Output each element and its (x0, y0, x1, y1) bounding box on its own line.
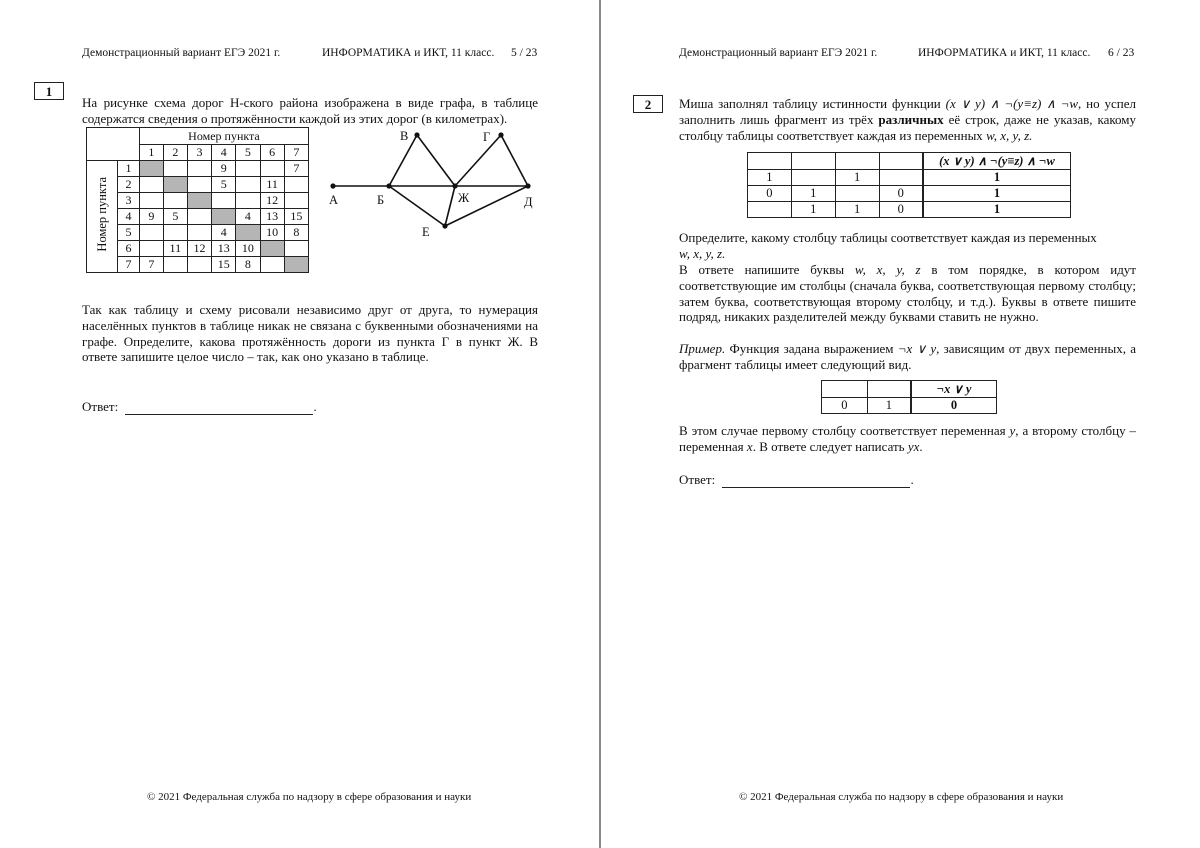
row-header-text: Номер пункта (94, 177, 109, 252)
diagonal-cell (236, 225, 260, 241)
distance-cell (139, 193, 163, 209)
truth-table-row (748, 186, 1071, 202)
distance-cell: 11 (163, 241, 187, 257)
truth-table-row (748, 170, 1071, 186)
question-variables: w, x, y, z. (679, 245, 726, 261)
table-corner (87, 128, 140, 161)
distance-cell (260, 257, 284, 273)
variable-header (748, 153, 792, 170)
variable-header (791, 153, 835, 170)
distance-cell (187, 209, 211, 225)
variable-value: 0 (748, 186, 792, 202)
column-label: 1 (139, 145, 163, 161)
intro-variables: w, x, y, z. (986, 127, 1033, 143)
intro-text-b: , но успел заполнить лишь фрагмент из трёх (679, 96, 1136, 127)
distance-cell (163, 161, 187, 177)
expl-text-b: , а второму столбцу – переменная (679, 423, 1136, 454)
variable-value: 1 (835, 170, 879, 186)
label-e: Е (422, 225, 430, 239)
task2-explanation (679, 423, 1136, 455)
variable-value: 0 (879, 186, 923, 202)
question-text: Определите, какому столбцу таблицы соответствует каждая из переменных (679, 230, 1097, 245)
table-row (87, 177, 309, 193)
label-b: Б (377, 193, 385, 207)
example-row (822, 398, 997, 414)
distance-cell: 7 (139, 257, 163, 273)
distance-cell (187, 225, 211, 241)
instr-variables: w, x, y, z (854, 262, 921, 277)
distance-cell: 8 (236, 257, 260, 273)
header-subject: ИНФОРМАТИКА и ИКТ, 11 класс. (322, 47, 495, 59)
diagonal-cell (212, 209, 236, 225)
variable-value: 0 (879, 202, 923, 218)
instr-text-b: в том порядке, в котором идут соответствующие им столбцы (сначала буква, соответствующая первому столбцу; затем буква, соответствующая второму столбцу, и т.д.). Буквы в ответе пишите подряд, никаких разделителей между буквами ставить не нужно. (679, 262, 1136, 325)
variable-value (748, 202, 792, 218)
footer-copyright: © 2021 Федеральная служба по надзору в сфере образования и науки (147, 791, 472, 803)
row-label: 2 (118, 177, 140, 193)
column-label: 5 (236, 145, 260, 161)
column-label: 7 (284, 145, 308, 161)
variable-value: 1 (748, 170, 792, 186)
label-zh: Ж (458, 191, 470, 205)
variable-value (835, 186, 879, 202)
footer-copyright: © 2021 Федеральная служба по надзору в сфере образования и науки (739, 791, 1064, 803)
table-row (87, 161, 309, 177)
distance-cell: 11 (260, 177, 284, 193)
expl-var-x: x (746, 438, 753, 454)
table-row (87, 241, 309, 257)
label-v: В (400, 129, 409, 143)
function-header: (x ∨ y) ∧ ¬(y≡z) ∧ ¬w (923, 153, 1071, 170)
distance-cell: 10 (236, 241, 260, 257)
function-value: 1 (923, 170, 1071, 186)
answer-field[interactable] (722, 475, 910, 488)
answer-label: Ответ: (679, 472, 716, 487)
variable-header (879, 153, 923, 170)
variable-value (791, 170, 835, 186)
distance-cell (236, 193, 260, 209)
row-label: 1 (118, 161, 140, 177)
node-d (525, 183, 530, 188)
distance-cell: 12 (260, 193, 284, 209)
answer-label: Ответ: (82, 399, 119, 414)
expl-text-a: В этом случае первому столбцу соответствует переменная (679, 423, 1010, 438)
distance-cell (212, 193, 236, 209)
row-label: 6 (118, 241, 140, 257)
task-number-box: 1 (34, 82, 64, 100)
diagonal-cell (284, 257, 308, 273)
node-a (330, 183, 335, 188)
distance-cell: 8 (284, 225, 308, 241)
distance-cell (139, 225, 163, 241)
header-page-number: 6 / 23 (1108, 47, 1135, 59)
expl-var-y: y (1009, 423, 1016, 438)
table-row (87, 209, 309, 225)
header-subject: ИНФОРМАТИКА и ИКТ, 11 класс. (918, 47, 1091, 59)
header-title: Демонстрационный вариант ЕГЭ 2021 г. (82, 47, 281, 59)
table-column-header: Номер пункта (139, 128, 308, 145)
distance-cell (163, 225, 187, 241)
diagonal-cell (163, 177, 187, 193)
node-v (414, 132, 419, 137)
edge-b-e (389, 186, 445, 226)
distance-cell (284, 193, 308, 209)
row-label: 3 (118, 193, 140, 209)
task1-answer: Ответ: . (82, 399, 317, 414)
row-label: 7 (118, 257, 140, 273)
task1-intro: На рисунке схема дорог Н-ского района изображена в виде графа, в таблице содержатся сведения о протяжённости каждой из этих дорог (в километрах). (82, 95, 538, 126)
task2-question (679, 230, 1136, 262)
distance-cell (187, 177, 211, 193)
expl-answer-yx: yx (907, 438, 920, 454)
diagonal-cell (139, 161, 163, 177)
distance-cell: 13 (212, 241, 236, 257)
variable-value (879, 170, 923, 186)
distance-cell (139, 177, 163, 193)
column-label: 2 (163, 145, 187, 161)
distance-cell (187, 161, 211, 177)
diagonal-cell (260, 241, 284, 257)
road-graph (325, 122, 540, 242)
edge-g-d (501, 135, 528, 186)
distance-cell: 15 (284, 209, 308, 225)
expl-text-d: . (919, 438, 923, 454)
column-label: 3 (187, 145, 211, 161)
distance-cell: 4 (212, 225, 236, 241)
table-row (87, 193, 309, 209)
function-value: 1 (923, 186, 1071, 202)
function-expression: (x ∨ y) ∧ ¬(y≡z) ∧ ¬w (945, 96, 1079, 111)
answer-field[interactable] (125, 402, 313, 415)
example-table (821, 380, 997, 414)
distance-cell (236, 161, 260, 177)
distance-cell: 12 (187, 241, 211, 257)
table-row (87, 257, 309, 273)
node-g (498, 132, 503, 137)
header-page-number: 5 / 23 (511, 47, 538, 59)
truth-table (747, 152, 1071, 218)
example-variable-value: 1 (867, 398, 911, 414)
task1-question: Так как таблицу и схему рисовали независимо друг от друга, то нумерация населённых пунктов в таблице никак не связана с буквенными обозначениями на графе. Определите, какова протяжённость дороги из пункта Г в пункт Ж. В ответе запишите целое число – так, как оно указано в таблице. (82, 302, 538, 365)
example-variable-header (822, 381, 868, 398)
distance-cell (260, 161, 284, 177)
distance-cell (236, 177, 260, 193)
label-g: Г (483, 130, 491, 144)
distance-cell: 10 (260, 225, 284, 241)
label-a: А (329, 193, 339, 207)
task-number-box: 2 (633, 95, 663, 113)
distance-cell: 7 (284, 161, 308, 177)
intro-text-a: Миша заполнял таблицу истинности функции (679, 96, 946, 111)
node-b (386, 183, 391, 188)
distance-cell: 5 (163, 209, 187, 225)
label-d: Д (524, 195, 533, 209)
variable-value: 1 (835, 202, 879, 218)
edge-zh-e (445, 186, 455, 226)
example-variable-header (867, 381, 911, 398)
intro-bold-word: различных (878, 111, 944, 127)
node-e (442, 223, 447, 228)
node-zh (452, 183, 457, 188)
task2-intro (679, 96, 1136, 143)
distance-cell (284, 177, 308, 193)
instr-text-a: В ответе напишите буквы (679, 262, 855, 277)
header-title: Демонстрационный вариант ЕГЭ 2021 г. (679, 47, 878, 59)
example-variable-value: 0 (822, 398, 868, 414)
page-5 (0, 0, 599, 848)
example-text-b: , зависящим от двух переменных, а фрагмент таблицы имеет следующий вид. (679, 341, 1136, 372)
distance-cell (187, 257, 211, 273)
edge-v-zh (417, 135, 455, 186)
example-function-value: 0 (911, 398, 997, 414)
example-function-header: ¬x ∨ y (911, 381, 997, 398)
example-text-a: Функция задана выражением (725, 341, 898, 356)
distance-cell (163, 193, 187, 209)
distance-cell: 15 (212, 257, 236, 273)
task2-answer: Ответ: . (679, 472, 914, 487)
column-label: 4 (212, 145, 236, 161)
distance-cell: 13 (260, 209, 284, 225)
page-6 (601, 0, 1200, 848)
edge-zh-g (455, 135, 501, 186)
variable-value: 1 (791, 186, 835, 202)
row-label: 4 (118, 209, 140, 225)
example-label: Пример. (679, 341, 726, 356)
function-value: 1 (923, 202, 1071, 218)
distance-cell: 4 (236, 209, 260, 225)
distance-cell: 9 (139, 209, 163, 225)
diagonal-cell (187, 193, 211, 209)
truth-table-row (748, 202, 1071, 218)
task2-example (679, 341, 1136, 373)
variable-header (835, 153, 879, 170)
distance-cell (163, 257, 187, 273)
distance-cell (284, 241, 308, 257)
column-label: 6 (260, 145, 284, 161)
intro-text-c: её строк, даже не указав, какому столбцу таблицы соответствует каждая из переменных (679, 111, 1136, 143)
distance-cell (139, 241, 163, 257)
distance-cell: 9 (212, 161, 236, 177)
table-row (87, 225, 309, 241)
distance-table (86, 127, 309, 273)
task2-instructions (679, 262, 1136, 325)
expl-text-c: . В ответе следует написать (752, 438, 908, 454)
distance-cell: 5 (212, 177, 236, 193)
row-label: 5 (118, 225, 140, 241)
table-row-header (87, 161, 118, 273)
example-expression: ¬x ∨ y (897, 341, 937, 356)
variable-value: 1 (791, 202, 835, 218)
